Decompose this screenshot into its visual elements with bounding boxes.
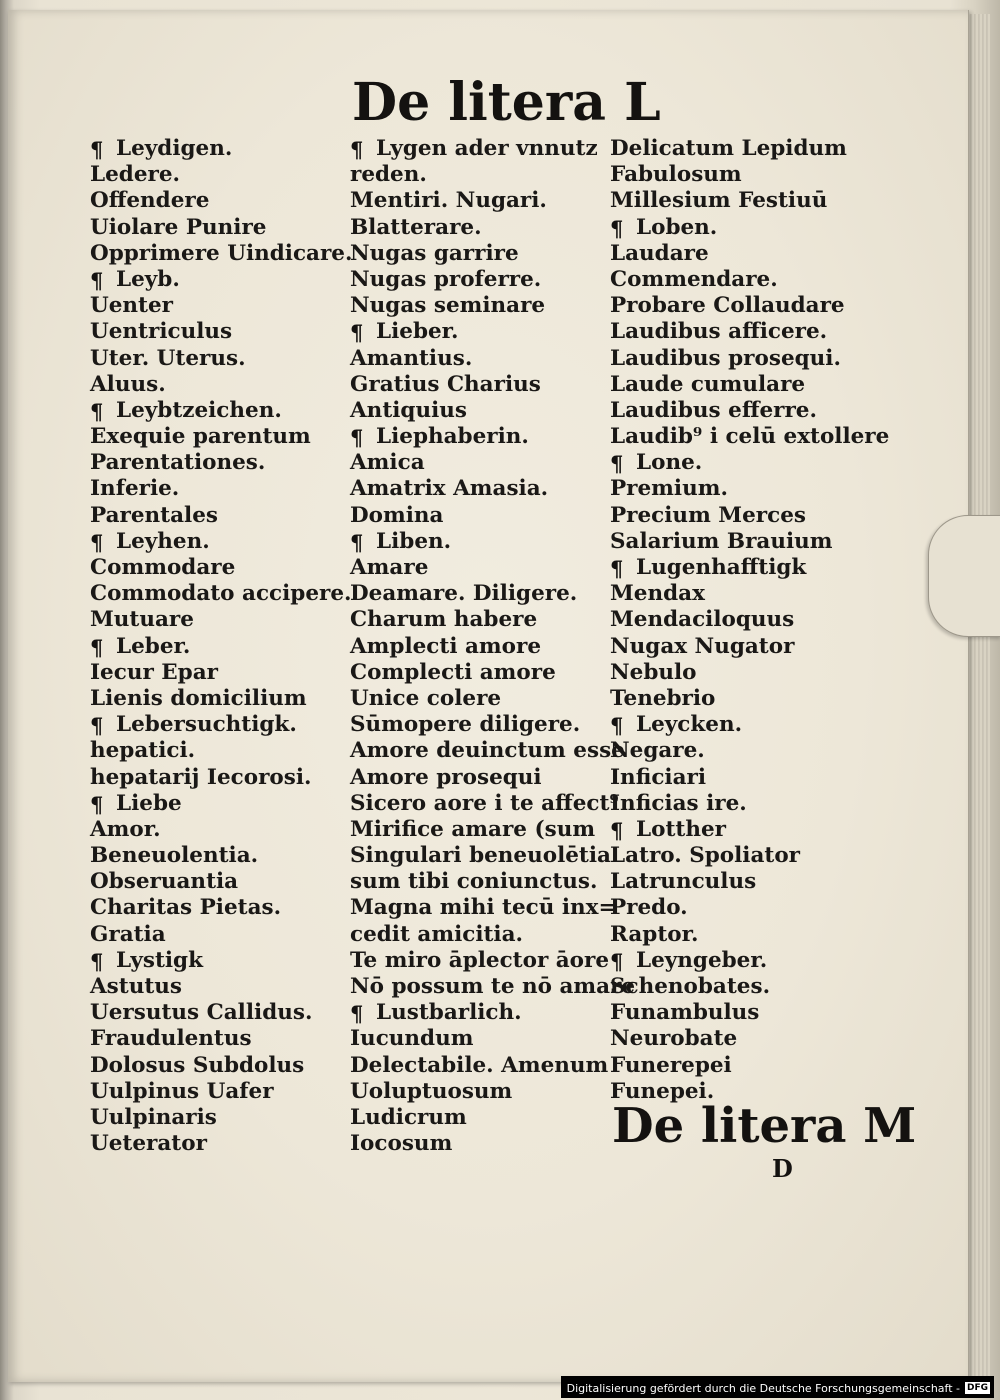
entry-text: Nebulo	[610, 659, 697, 685]
entry-text: Amore prosequi	[350, 764, 542, 790]
entry-text: Laudib⁹ i celū extollere	[610, 424, 890, 450]
entry-text: reden.	[350, 162, 427, 188]
pilcrow-icon: ¶	[90, 137, 104, 162]
lemma-heading	[90, 136, 352, 162]
column-3	[610, 136, 889, 1105]
entry-text: Predo.	[610, 895, 688, 921]
pilcrow-icon: ¶	[610, 215, 624, 241]
gloss-entry	[350, 712, 635, 738]
entry-text: Latrunculus	[610, 869, 757, 895]
gloss-entry	[610, 791, 889, 817]
entry-text: Probare Collaudare	[610, 293, 845, 319]
entry-text: Leydigen.	[116, 136, 233, 161]
gloss-entry	[90, 1026, 352, 1052]
next-section-heading: De litera M	[612, 1098, 917, 1154]
pilcrow-icon: ¶	[90, 948, 104, 974]
entry-text: Fabulosum	[610, 162, 742, 188]
entry-text: Funambulus	[610, 1000, 760, 1026]
entry-text: Iocosum	[350, 1131, 453, 1157]
pilcrow-icon: ¶	[610, 713, 624, 739]
entry-text: Laude cumulare	[610, 371, 806, 397]
entry-text: Uersutus Callidus.	[90, 1000, 313, 1026]
gloss-entry	[610, 581, 889, 607]
entry-text: Sicero aore i te affect⁹	[350, 790, 619, 816]
gloss-entry	[90, 660, 352, 686]
gloss-entry	[350, 895, 635, 921]
pilcrow-icon: ¶	[610, 451, 624, 477]
entry-text: Te miro āplector āore	[350, 947, 610, 973]
gloss-entry	[90, 293, 352, 319]
entry-text: Charum habere	[350, 607, 538, 633]
gloss-entry	[610, 922, 889, 948]
gloss-entry	[610, 974, 889, 1000]
entry-text: Domina	[350, 502, 444, 528]
gloss-entry	[610, 660, 889, 686]
gloss-entry	[610, 1053, 889, 1079]
entry-text: Amor.	[90, 816, 161, 842]
pilcrow-icon: ¶	[90, 529, 104, 555]
entry-text: Unice colere	[350, 685, 502, 711]
gloss-entry	[350, 765, 635, 791]
gloss-entry	[350, 215, 635, 241]
entry-text: Lieber.	[376, 319, 459, 345]
gloss-entry	[350, 398, 635, 424]
gloss-entry	[90, 581, 352, 607]
entry-text: hepatici.	[90, 738, 196, 764]
lemma-heading	[90, 529, 352, 555]
entry-text: Mirifice amare (sum	[350, 816, 596, 842]
gloss-entry	[350, 738, 635, 764]
lemma-heading	[350, 136, 635, 162]
entry-text: hepatarij Iecorosi.	[90, 764, 312, 790]
entry-text: Fraudulentus	[90, 1026, 252, 1052]
entry-text: Amore deuinctum esse	[350, 738, 625, 764]
entry-text: Mutuare	[90, 607, 194, 633]
gloss-entry	[350, 1053, 635, 1079]
gloss-entry	[90, 974, 352, 1000]
gloss-entry	[610, 843, 889, 869]
pilcrow-icon: ¶	[90, 713, 104, 739]
gloss-entry	[350, 503, 635, 529]
entry-text: Delectabile. Amenum	[350, 1052, 609, 1078]
credit-text: Digitalisierung gefördert durch die Deutsche Forschungsgemeinschaft -	[566, 1381, 960, 1395]
lemma-heading	[90, 791, 352, 817]
gloss-entry	[350, 241, 635, 267]
gloss-entry	[350, 346, 635, 372]
entry-text: Inficias ire.	[610, 790, 747, 816]
entry-text: Liephaberin.	[376, 424, 529, 450]
gloss-entry	[90, 1079, 352, 1105]
gloss-entry	[90, 555, 352, 581]
gloss-entry	[90, 738, 352, 764]
entry-text: Antiquius	[350, 397, 467, 423]
entry-text: Latro. Spoliator	[610, 843, 801, 869]
entry-text: Leber.	[116, 633, 191, 659]
gloss-entry	[90, 241, 352, 267]
gloss-entry	[90, 1000, 352, 1026]
entry-text: Lone.	[636, 450, 703, 476]
gloss-entry	[350, 922, 635, 948]
gloss-entry	[90, 1053, 352, 1079]
entry-text: Ledere.	[90, 162, 180, 188]
entry-text: Inferie.	[90, 476, 180, 502]
lemma-heading	[90, 634, 352, 660]
lemma-heading	[610, 555, 889, 581]
gloss-entry	[90, 869, 352, 895]
gloss-entry	[610, 869, 889, 895]
entry-text: Offendere	[90, 188, 210, 214]
lemma-heading	[610, 215, 889, 241]
pilcrow-icon: ¶	[350, 320, 364, 346]
entry-text: Ueterator	[90, 1131, 207, 1157]
entry-text: Delicatum Lepidum	[610, 136, 847, 161]
entry-text: Gratia	[90, 921, 166, 947]
gloss-entry	[610, 267, 889, 293]
gloss-entry	[350, 634, 635, 660]
gloss-entry	[610, 634, 889, 660]
entry-text: Uenter	[90, 293, 173, 319]
gloss-entry	[350, 660, 635, 686]
pilcrow-icon: ¶	[90, 398, 104, 424]
gloss-entry	[610, 895, 889, 921]
lemma-heading	[90, 948, 352, 974]
entry-text: Funepei.	[610, 1078, 715, 1104]
gloss-entry	[350, 372, 635, 398]
gloss-entry	[350, 581, 635, 607]
gloss-entry	[90, 372, 352, 398]
lemma-heading	[90, 398, 352, 424]
gloss-entry	[350, 1079, 635, 1105]
entry-text: Precium Merces	[610, 502, 806, 528]
entry-text: cedit amicitia.	[350, 921, 524, 947]
entry-text: Sūmopere diligere.	[350, 712, 581, 738]
gloss-entry	[90, 450, 352, 476]
gloss-entry	[90, 188, 352, 214]
gloss-entry	[350, 293, 635, 319]
entry-text: Salarium Brauium	[610, 528, 833, 554]
entry-text: Blatterare.	[350, 214, 482, 240]
entry-text: Leycken.	[636, 712, 743, 738]
gloss-entry	[90, 1105, 352, 1131]
entry-text: Lienis domicilium	[90, 685, 307, 711]
entry-text: Leybtzeichen.	[116, 397, 282, 423]
entry-text: Commendare.	[610, 266, 778, 292]
gloss-entry	[610, 188, 889, 214]
entry-text: Lygen ader vnnutz	[376, 136, 598, 161]
page-edges	[968, 14, 990, 1378]
entry-text: Aluus.	[90, 371, 166, 397]
pilcrow-icon: ¶	[90, 791, 104, 817]
gloss-entry	[610, 607, 889, 633]
entry-text: Negare.	[610, 738, 705, 764]
pilcrow-icon: ¶	[350, 425, 364, 451]
gloss-entry	[610, 686, 889, 712]
gloss-entry	[90, 215, 352, 241]
gloss-entry	[90, 162, 352, 188]
gloss-entry	[90, 686, 352, 712]
gloss-entry	[610, 503, 889, 529]
gloss-entry	[90, 424, 352, 450]
entry-text: Amantius.	[350, 345, 473, 371]
gloss-entry	[610, 424, 889, 450]
entry-text: Amatrix Amasia.	[350, 476, 549, 502]
lemma-heading	[350, 1000, 635, 1026]
entry-text: Iucundum	[350, 1026, 474, 1052]
gloss-entry	[90, 922, 352, 948]
entry-text: Uter. Uterus.	[90, 345, 246, 371]
gloss-entry	[90, 476, 352, 502]
entry-text: Uoluptuosum	[350, 1078, 513, 1104]
entry-text: Lustbarlich.	[376, 1000, 522, 1026]
entry-text: Nugas proferre.	[350, 266, 542, 292]
gloss-entry	[350, 869, 635, 895]
entry-text: Commodare	[90, 555, 236, 580]
entry-text: sum tibi coniunctus.	[350, 869, 598, 895]
entry-text: Premium.	[610, 476, 728, 502]
pilcrow-icon: ¶	[610, 556, 624, 581]
gloss-entry	[90, 346, 352, 372]
pilcrow-icon: ¶	[610, 817, 624, 843]
gloss-entry	[90, 607, 352, 633]
entry-text: Tenebrio	[610, 685, 716, 711]
gloss-entry	[350, 948, 635, 974]
gloss-entry	[350, 843, 635, 869]
entry-text: Beneuolentia.	[90, 843, 259, 869]
entry-text: Gratius Charius	[350, 371, 541, 397]
entry-text: Laudibus afficere.	[610, 319, 828, 345]
entry-text: Loben.	[636, 214, 718, 240]
entry-text: Nugas garrire	[350, 240, 519, 266]
gloss-entry	[350, 791, 635, 817]
gloss-entry	[90, 1131, 352, 1157]
lemma-heading	[610, 450, 889, 476]
digitization-credit	[561, 1376, 994, 1398]
entry-text: Laudare	[610, 240, 709, 266]
entry-text: Mendaciloquus	[610, 607, 795, 633]
entry-text: Liben.	[376, 528, 452, 554]
entry-text: Ludicrum	[350, 1104, 467, 1130]
entry-text: Leyhen.	[116, 528, 210, 554]
entry-text: Singulari beneuolētia	[350, 843, 611, 869]
entry-text: Lebersuchtigk.	[116, 712, 297, 738]
entry-text: Uulpinaris	[90, 1104, 217, 1130]
gloss-entry	[350, 555, 635, 581]
entry-text: Nugax Nugator	[610, 633, 795, 659]
gloss-entry	[350, 686, 635, 712]
lemma-heading	[350, 424, 635, 450]
entry-text: Funerepei	[610, 1052, 732, 1078]
gloss-entry	[90, 765, 352, 791]
entry-text: Liebe	[116, 790, 182, 816]
gloss-entry	[610, 765, 889, 791]
entry-text: Parentales	[90, 502, 218, 528]
entry-text: Exequie parentum	[90, 424, 311, 450]
gloss-entry	[610, 372, 889, 398]
entry-text: Lystigk	[116, 947, 203, 973]
entry-text: Astutus	[90, 974, 183, 999]
gloss-entry	[610, 529, 889, 555]
entry-text: Commodato accipere.	[90, 581, 352, 607]
entry-text: Amare	[350, 555, 429, 580]
entry-text: Lugenhafftigk	[636, 555, 807, 580]
gloss-entry	[350, 188, 635, 214]
lemma-heading	[90, 267, 352, 293]
entry-text: Leyngeber.	[636, 947, 768, 973]
entry-text: Complecti amore	[350, 659, 556, 685]
entry-text: Iecur Epar	[90, 659, 218, 685]
gloss-entry	[90, 895, 352, 921]
entry-text: Parentationes.	[90, 450, 266, 476]
entry-text: Nō possum te nō amare	[350, 974, 636, 999]
gloss-entry	[90, 319, 352, 345]
gloss-entry	[350, 1131, 635, 1157]
pilcrow-icon: ¶	[350, 1001, 364, 1027]
lemma-heading	[350, 529, 635, 555]
pilcrow-icon: ¶	[610, 948, 624, 974]
pilcrow-icon: ¶	[350, 529, 364, 555]
signature-mark: D	[772, 1154, 793, 1183]
gloss-entry	[610, 319, 889, 345]
gloss-entry	[610, 346, 889, 372]
gloss-entry	[610, 162, 889, 188]
gloss-entry	[90, 843, 352, 869]
entry-text: Charitas Pietas.	[90, 895, 282, 921]
gloss-entry	[350, 1105, 635, 1131]
gloss-entry	[610, 738, 889, 764]
entry-text: Schenobates.	[610, 974, 771, 999]
gloss-entry	[350, 476, 635, 502]
entry-text: Uulpinus Uafer	[90, 1078, 274, 1104]
entry-text: Lotther	[636, 816, 726, 842]
gloss-entry	[610, 476, 889, 502]
gloss-entry	[610, 136, 889, 162]
gloss-entry	[350, 450, 635, 476]
column-1	[90, 136, 352, 1157]
gloss-entry	[350, 267, 635, 293]
pilcrow-icon: ¶	[90, 267, 104, 293]
gloss-entry	[610, 1000, 889, 1026]
gloss-entry	[610, 241, 889, 267]
gloss-entry	[350, 162, 635, 188]
gloss-entry	[350, 817, 635, 843]
entry-text: Deamare. Diligere.	[350, 581, 578, 607]
entry-text: Mentiri. Nugari.	[350, 188, 547, 214]
lemma-heading	[90, 712, 352, 738]
entry-text: Uiolare Punire	[90, 214, 267, 240]
entry-text: Uentriculus	[90, 319, 233, 345]
gloss-entry	[90, 503, 352, 529]
entry-text: Leyb.	[116, 266, 180, 292]
entry-text: Mendax	[610, 581, 705, 607]
lemma-heading	[350, 319, 635, 345]
gloss-entry	[350, 974, 635, 1000]
gloss-entry	[610, 1026, 889, 1052]
entry-text: Obseruantia	[90, 869, 239, 895]
entry-text: Nugas seminare	[350, 293, 546, 319]
entry-text: Millesium Festiuū	[610, 188, 828, 214]
entry-text: Neurobate	[610, 1026, 738, 1052]
gloss-entry	[610, 293, 889, 319]
pilcrow-icon: ¶	[90, 634, 104, 660]
gloss-entry	[90, 817, 352, 843]
entry-text: Laudibus efferre.	[610, 397, 817, 423]
entry-text: Dolosus Subdolus	[90, 1052, 305, 1078]
entry-text: Opprimere Uindicare.	[90, 240, 353, 266]
pilcrow-icon: ¶	[350, 137, 364, 162]
entry-text: Raptor.	[610, 921, 699, 947]
dfg-logo: DFG	[966, 1383, 988, 1393]
lemma-heading	[610, 712, 889, 738]
gloss-entry	[350, 1026, 635, 1052]
entry-text: Magna mihi tecū inx=	[350, 895, 617, 921]
bookmark-tab	[928, 515, 1000, 637]
entry-text: Laudibus prosequi.	[610, 345, 841, 371]
column-2	[350, 136, 635, 1157]
entry-text: Amica	[350, 450, 425, 476]
gloss-entry	[350, 607, 635, 633]
lemma-heading	[610, 817, 889, 843]
entry-text: Inficiari	[610, 764, 707, 790]
gloss-entry	[610, 398, 889, 424]
lemma-heading	[610, 948, 889, 974]
page-heading: De litera L	[352, 72, 661, 133]
entry-text: Amplecti amore	[350, 633, 542, 659]
